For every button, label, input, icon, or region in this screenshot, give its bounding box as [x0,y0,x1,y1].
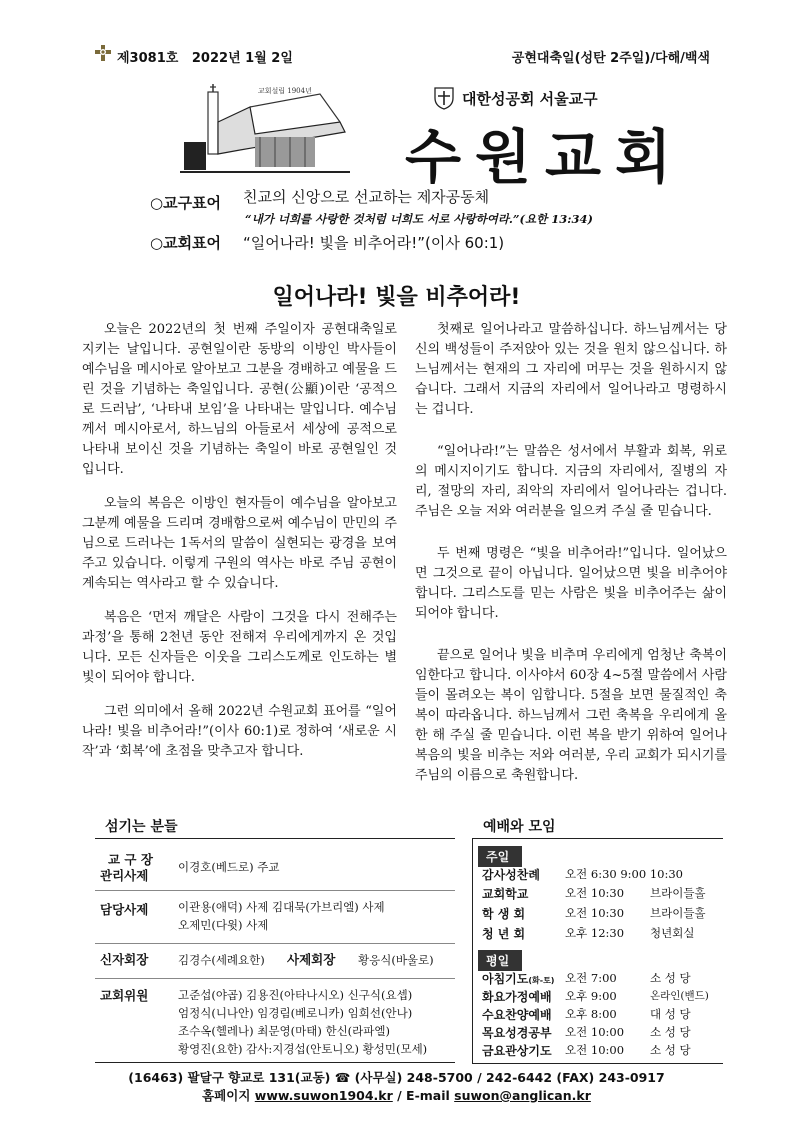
staff-names: 김경수(세례요한) [178,953,265,967]
schedule-name: 감사성찬례 [482,868,540,882]
staff-row-priests [100,898,460,938]
staff-names: 조수옥(헬레나) 최문영(마태) 한신(라파엘) [178,1024,390,1038]
schedule-name: 금요관상기도 [482,1044,552,1058]
diocese-verse: “내가 너희를 사랑한 것처럼 너희도 서로 사랑하여라.”(요한 13:34) [245,212,593,226]
article-paragraph: “일어나라!”는 말씀은 성서에서 부활과 회복, 위로의 메시지이기도 합니다. 지금의 자리에서, 질병의 자리, 절망의 자리, 죄악의 자리에서 일어나라는 겁니다. 주님은 오늘 저와 여러분을 일으켜 주실 줄 믿습니다. [415,444,727,519]
article-paragraph: 오늘은 2022년의 첫 번째 주일이자 공현대축일로 지키는 날입니다. 공현일이란 동방의 이방인 박사들이 예수님을 메시아로 알아보고 그분을 경배하고 예물을 드린 것을 기념하는 축일입니다. 공현(公顯)이란 ‘공적으로 드러남’, ‘나타내 보임’을 나타내는 말입니다. 예수님께서 메시아로서, 하느님의 아들로서 세상에 공적으로 나타내 보이신 것을 기념하는 축일이 바로 공현일인 것입니다. [82,322,397,477]
church-motto: “일어나라! 빛을 비추어라!”(이사 60:1) [243,234,505,252]
schedule-row [482,866,752,884]
schedule-time: 오후 9:00 [565,989,617,1003]
staff-row-committee [100,986,460,1062]
staff-names: 이경호(베드로) 주교 [178,860,280,874]
schedule-place: 소 성 당 [650,971,691,985]
liturgy-info: 공현대축일(성탄 2주일)/다해/백색 [511,51,710,66]
schedule-time: 오전 10:30 [565,906,625,920]
article-right-column [415,320,727,800]
staff-section-title: 섬기는 분들 [105,819,178,835]
schedule-place: 브라이들홀 [650,906,706,920]
image-caption: 교회설립 1904년 [258,87,312,95]
article-headline: 일어나라! 빛을 비추어라! [272,285,521,310]
schedule-name: 아침기도(화-토) [482,972,555,986]
diocese-motto-label: ○교구표어 [150,194,222,212]
sunday-header: 주일 [478,846,522,867]
schedule-row [482,885,752,903]
article-paragraph: 첫째로 일어나라고 말씀하십니다. 하느님께서는 당신의 백성들이 주저앉아 있는 것을 원치 않으십니다. 하느님께서는 현재의 그 자리에 머무는 것을 원하시지 않습니다. 그래서 지금의 자리에서 일어나라고 명령하시는 겁니다. [415,322,727,417]
weekday-schedule [482,970,752,1062]
article-left-column [82,320,397,776]
article-paragraph: 그런 의미에서 올해 2022년 수원교회 표어를 “일어나라! 빛을 비추어라!”(이사 60:1)로 정하여 ‘새로운 시작’과 ‘회복’에 초점을 맞추고자 합니다. [82,704,397,759]
article-paragraph: 두 번째 명령은 “빛을 비추어라!”입니다. 일어났으면 그것으로 끝이 아닙니다. 일어났으면 빛을 비추어야 합니다. 그리스도를 믿는 사람은 빛을 비추어주는 삶이 되어야 합니다. [415,546,727,621]
schedule-place: 온라인(밴드) [650,990,709,1002]
staff-role: 관리사제 [100,868,149,883]
staff-names: 오제민(다윗) 사제 [178,918,269,932]
schedule-row [482,1024,752,1042]
schedule-time: 오전 10:00 [565,1025,625,1039]
staff-names: 황영진(요한) 감사:지경섭(안토니오) 황성민(모세) [178,1042,428,1056]
schedule-time: 오전 6:30 9:00 10:30 [565,867,683,881]
staff-names: 고준섭(야곱) 김용진(아타나시오) 신구식(요셉) [178,988,413,1002]
schedule-row [482,988,752,1006]
email-link[interactable]: suwon@anglican.kr [454,1088,591,1103]
schedule-name: 학 생 회 [482,907,526,921]
schedule-name: 수요찬양예배 [482,1008,552,1022]
church-title: 수원교회 [405,123,686,191]
diocese-motto: 친교의 신앙으로 선교하는 제자공동체 [243,188,490,206]
staff-row-bishop [100,850,460,890]
schedule-place: 청년회실 [650,926,695,940]
article-paragraph: 끝으로 일어나 빛을 비추며 우리에게 엄청난 축복이 임한다고 합니다. 이사야서 60장 4~5절 말씀에서 사람들이 몰려오는 복이 임합니다. 5절을 보면 물질적인 축복이 따라옵니다. 하느님께서 그런 축복을 우리에게 올 한 해 주실 줄 믿습니다. 이런 복을 받기 위하여 일어나 복음의 빛을 비추는 저와 여러분, 우리 교회가 되시기를 주님의 이름으로 축원합니다. [415,648,727,783]
schedule-time: 오후 12:30 [565,926,625,940]
diocese-seal-icon [433,86,455,110]
issue-number: 제3081호 [117,51,179,66]
schedule-time: 오후 8:00 [565,1007,617,1021]
staff-role: 사제회장 [287,952,336,967]
schedule-row [482,905,752,923]
staff-row-presidents [100,952,460,974]
staff-role: 담당사제 [100,902,149,917]
article-paragraph: 오늘의 복음은 이방인 현자들이 예수님을 알아보고 그분께 예물을 드리며 경배함으로써 예수님이 만민의 주님으로 드러나는 1독서의 말씀이 실현되는 광경을 보여주고 있습니다. 이렇게 구원의 역사는 바로 주님 공현이 계속되는 역사라고 할 수 있습니다. [82,496,397,591]
schedule-name: 화요가정예배 [482,990,552,1004]
staff-names: 이관용(애덕) 사제 김대묵(가브리엘) 사제 [178,900,385,914]
schedule-place: 소 성 당 [650,1025,691,1039]
footer-contact [0,1086,793,1104]
cross-icon [95,45,111,61]
schedule-row [482,1006,752,1024]
staff-names: 황응식(바울로) [358,953,434,967]
schedule-place: 브라이들홀 [650,886,706,900]
homepage-label: 홈페이지 [202,1088,251,1103]
church-motto-label: ○교회표어 [150,234,222,252]
staff-role: 신자회장 [100,952,149,967]
schedule-row [482,925,752,943]
schedule-row [482,970,752,988]
issue-date: 2022년 1월 2일 [191,51,293,66]
schedule-time: 오전 7:00 [565,971,617,985]
homepage-link[interactable]: www.suwon1904.kr [254,1088,393,1103]
schedule-section-title: 예배와 모임 [483,819,556,835]
schedule-time: 오전 10:00 [565,1043,625,1057]
footer-address: (16463) 팔달구 향교로 131(교동) ☎ (사무실) 248-5700 / 242-6442 (FAX) 243-0917 [128,1070,665,1085]
sunday-schedule [482,866,752,946]
schedule-name: 목요성경공부 [482,1026,552,1040]
schedule-name: 교회학교 [482,887,529,901]
article-paragraph: 복음은 ‘먼저 깨달은 사람이 그것을 다시 전해주는 과정’을 통해 2천년 동안 전해져 우리에게까지 온 것입니다. 모든 신자들은 이웃을 그리스도께로 인도하는 별빛이 되어야 합니다. [82,610,397,685]
schedule-name: 청 년 회 [482,927,526,941]
schedule-time: 오전 10:30 [565,886,625,900]
email-label: / E-mail [397,1088,450,1103]
schedule-place: 소 성 당 [650,1043,691,1057]
diocese-name: 대한성공회 서울교구 [462,90,598,108]
staff-role: 교회위원 [100,988,149,1003]
weekday-header: 평일 [478,950,522,971]
schedule-row [482,1042,752,1060]
staff-role: 교 구 장 [108,852,153,867]
church-building-image [180,82,350,177]
staff-names: 엄정식(니나안) 임경림(베로니카) 임희선(안나) [178,1006,413,1020]
schedule-place: 대 성 당 [650,1007,691,1021]
